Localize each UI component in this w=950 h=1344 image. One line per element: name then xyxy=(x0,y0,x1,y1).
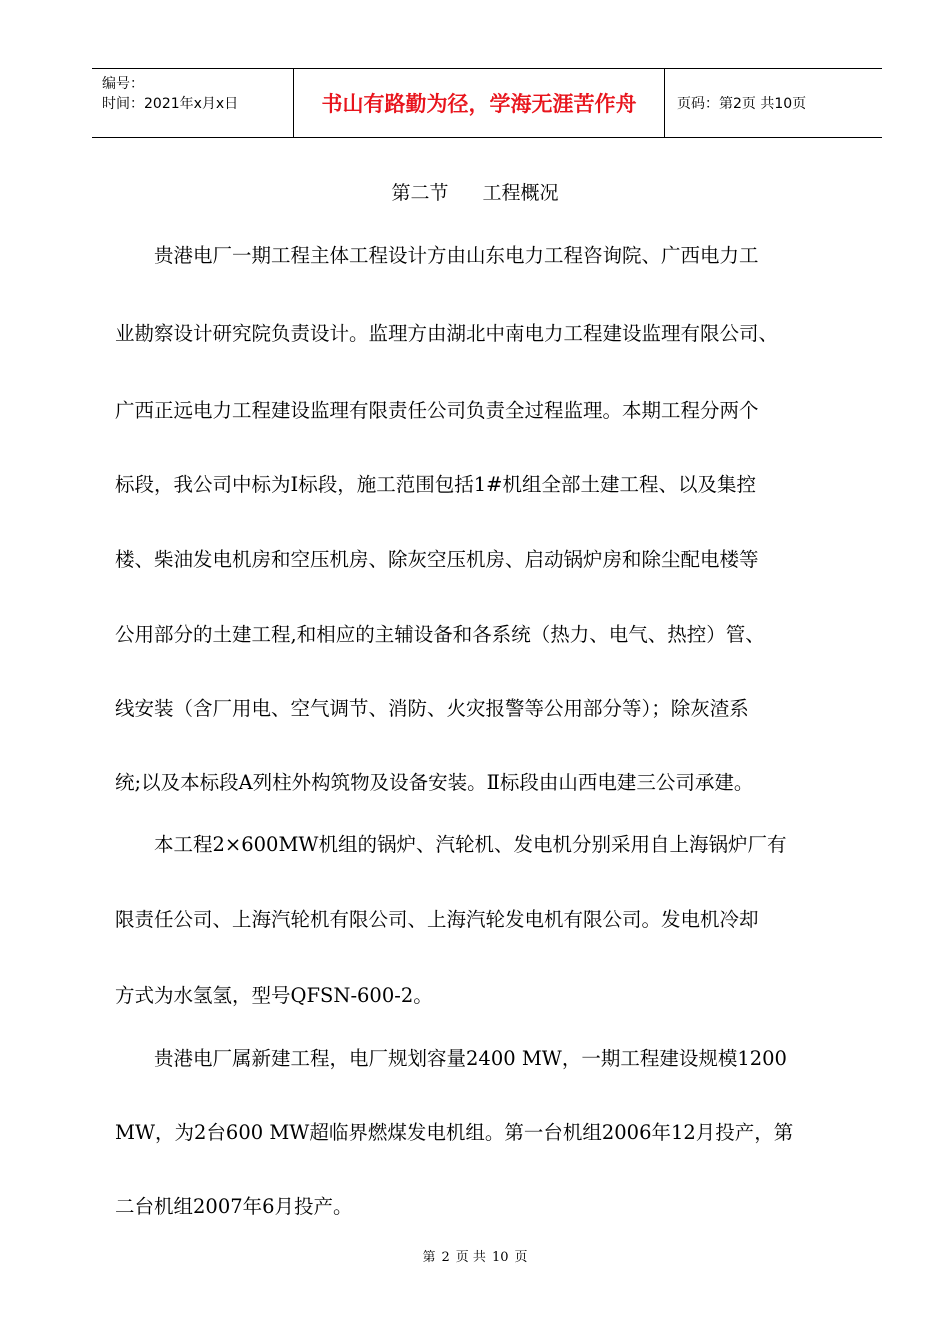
document-time-label: 时间：2021年x月x日 xyxy=(102,96,239,112)
page-header xyxy=(92,68,882,138)
body-line: 本工程2×600MW机组的锅炉、汽轮机、发电机分别采用自上海锅炉厂有 xyxy=(115,833,787,856)
footer-total-pages: 10 xyxy=(491,1250,509,1265)
header-meta-cell xyxy=(92,69,293,137)
section-number: 第二节 xyxy=(391,182,449,204)
body-line: 标段，我公司中标为Ⅰ标段，施工范围包括1#机组全部土建工程、以及集控 xyxy=(115,473,756,496)
page-footer xyxy=(0,1246,950,1265)
header-motto-cell xyxy=(293,69,665,137)
body-line: 线安装（含厂用电、空气调节、消防、火灾报警等公用部分等）；除灰渣系 xyxy=(115,697,749,720)
header-page-label: 页码：第2页 共10页 xyxy=(677,96,807,112)
body-line: 方式为水氢氢，型号QFSN-600-2。 xyxy=(115,984,433,1007)
document-number-label: 编号： xyxy=(102,76,144,92)
section-heading xyxy=(0,178,950,205)
body-line: 业勘察设计研究院负责设计。监理方由湖北中南电力工程建设监理有限公司、 xyxy=(115,322,779,345)
body-line: 二台机组2007年6月投产。 xyxy=(115,1195,353,1218)
body-line: 贵港电厂属新建工程，电厂规划容量2400 MW，一期工程建设规模1200 xyxy=(115,1047,787,1070)
header-page-cell xyxy=(665,69,882,137)
body-line: 统;以及本标段A列柱外构筑物及设备安装。Ⅱ标段由山西电建三公司承建。 xyxy=(115,771,754,794)
footer-page-number: 2 xyxy=(441,1250,450,1265)
section-title: 工程概况 xyxy=(482,182,559,204)
footer-suffix: 页 xyxy=(514,1250,528,1265)
body-line: 公用部分的土建工程,和相应的主辅设备和各系统（热力、电气、热控）管、 xyxy=(115,623,765,646)
footer-mid: 页 共 xyxy=(455,1250,486,1265)
body-line: MW，为2台600 MW超临界燃煤发电机组。第一台机组2006年12月投产，第 xyxy=(115,1121,794,1144)
body-line: 广西正远电力工程建设监理有限责任公司负责全过程监理。本期工程分两个 xyxy=(115,399,759,422)
motto-text: 书山有路勤为径，学海无涯苦作舟 xyxy=(321,91,637,116)
body-line: 限责任公司、上海汽轮机有限公司、上海汽轮发电机有限公司。发电机冷却 xyxy=(115,908,759,931)
body-line: 贵港电厂一期工程主体工程设计方由山东电力工程咨询院、广西电力工 xyxy=(115,244,759,267)
footer-prefix: 第 xyxy=(422,1250,436,1265)
body-line: 楼、柴油发电机房和空压机房、除灰空压机房、启动锅炉房和除尘配电楼等 xyxy=(115,548,759,571)
